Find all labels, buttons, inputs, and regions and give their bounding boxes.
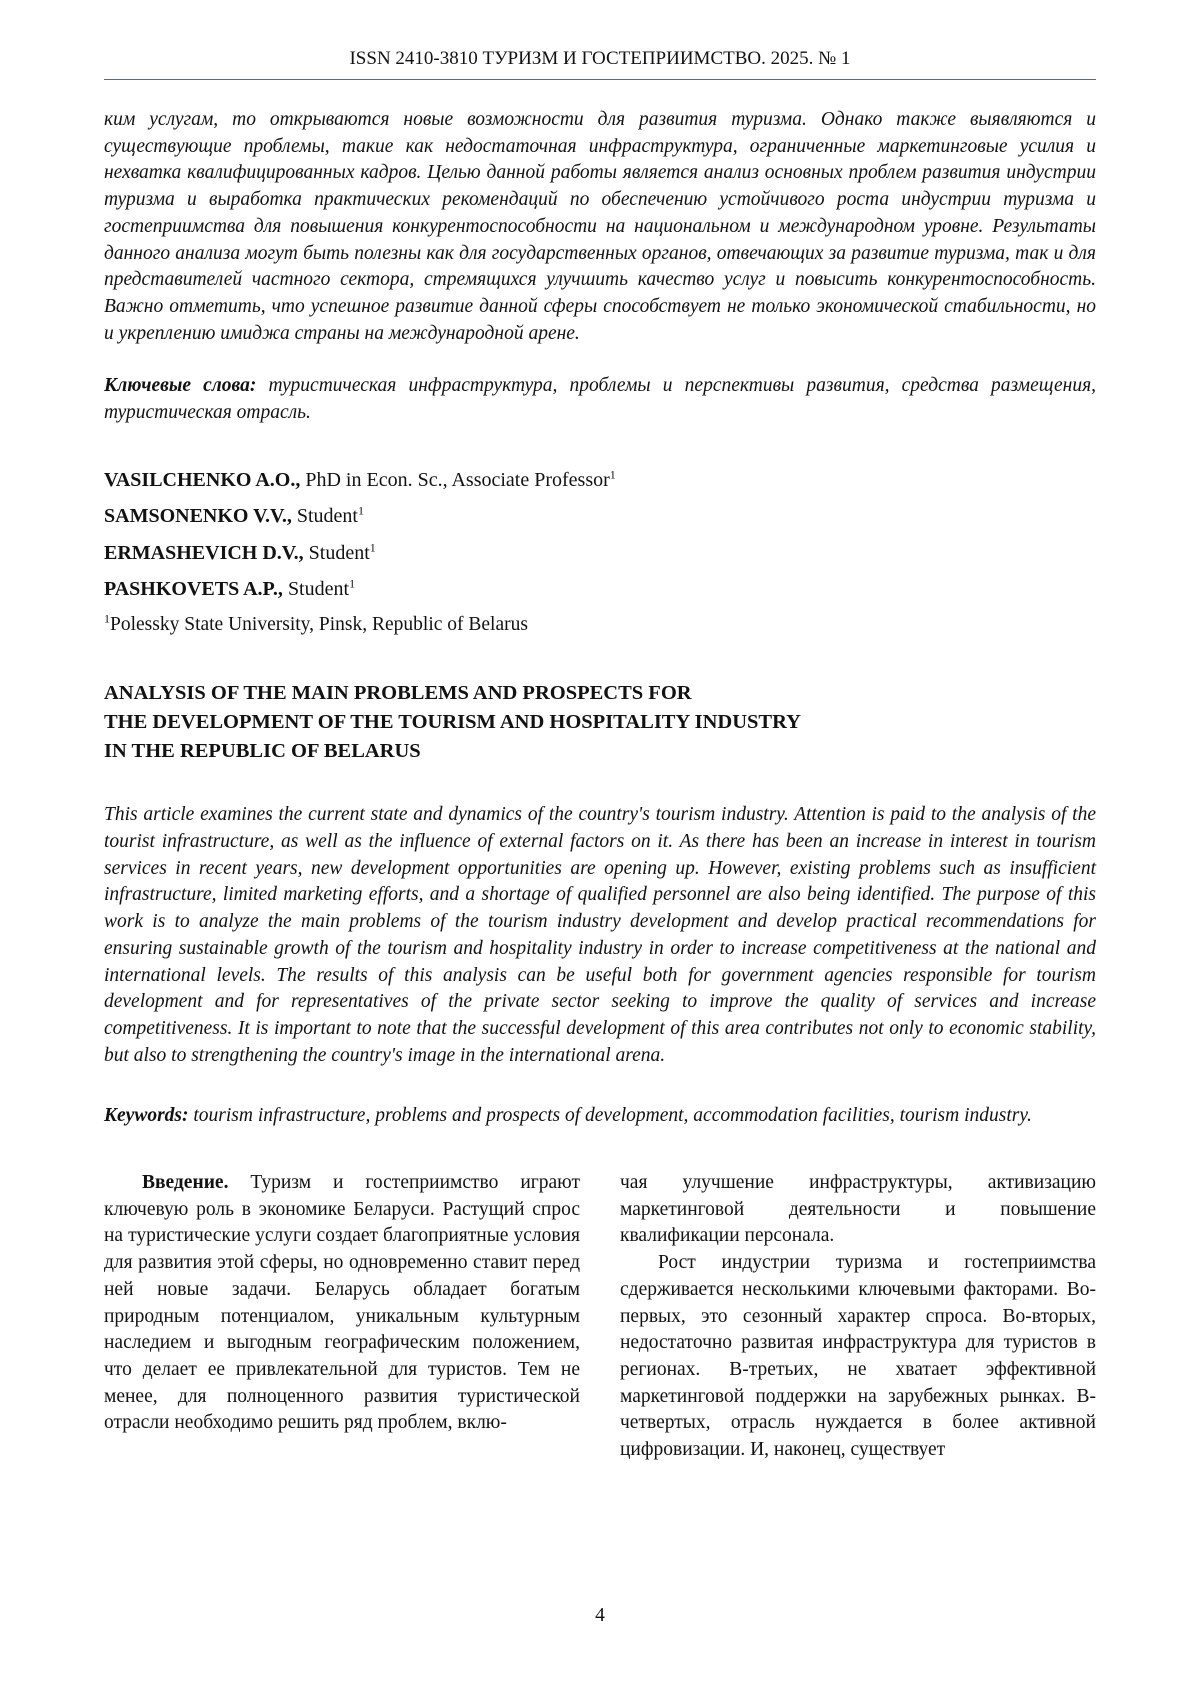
russian-abstract: ким услугам, то открываются новые возможности для развития туризма. Однако также выявляются и существующие проблемы, такие как недостаточная инфраструктура, ограниченные маркетинговые усилия и нехватка квалифицированных кадров. Целью данной работы является анализ основных проблем развития индустрии туризма и выработка практических рекомендаций по обеспечению устойчивого роста индустрии туризма и гостеприимства для повышения конкурентоспособности на национальном и международном уровне. Результаты данного анализа могут быть полезны как для государственных органов, отвечающих за развитие туризма, так и для представителей частного сектора, стремящихся улучшить качество услуг и повысить конкурентоспособность. Важно отметить, что успешное развитие данной сферы способствует не только экономической стабильности, но и укреплению имиджа страны на международной арене. <box>104 109 1096 344</box>
page-number: 4 <box>595 1605 605 1627</box>
article-title-line: ANALYSIS OF THE MAIN PROBLEMS AND PROSPECTS FOR <box>104 682 692 705</box>
author-row <box>104 503 1096 530</box>
author-name: SAMSONENKO V.V., <box>104 505 292 528</box>
author-affiliation-sup: 1 <box>609 467 616 482</box>
russian-keywords-label: Ключевые слова: <box>104 375 257 397</box>
journal-header <box>104 46 1096 80</box>
affiliation <box>104 612 1096 639</box>
article-title <box>104 679 1096 766</box>
author-name: PASHKOVETS A.P., <box>104 577 283 600</box>
author-affiliation-sup: 1 <box>357 503 364 518</box>
russian-keywords-text: туристическая инфраструктура, проблемы и перспективы развития, средства размещения, туристическая отрасль. <box>104 375 1097 424</box>
intro-text: Туризм и гостеприимство играют ключевую роль в экономике Беларуси. Растущий спрос на туристические услуги создает благоприятные условия для развития этой сферы, но одновременно ставит перед ней новые задачи. Беларусь обладает богатым природным потенциалом, уникальным культурным наследием и выгодным географическим положением, что делает ее привлекательной для туристов. Тем не менее, для полноценного развития туристической отрасли необходимо решить ряд проблем, вклю- <box>104 1172 580 1434</box>
body-paragraph: Рост индустрии туризма и гостеприимства сдерживается несколькими ключевыми факторами. Во-первых, это сезонный характер спроса. Во-вторых, недостаточно развитая инфраструктура для туристов в регионах. В-третьих, не хватает эффективной маркетинговой поддержки на зарубежных рынках. В-четвертых, отрасль нуждается в более активной цифровизации. И, наконец, существует <box>620 1252 1096 1461</box>
author-role: PhD in Econ. Sc., Associate Professor <box>305 468 610 491</box>
body-paragraph-continuation: чая улучшение инфраструктуры, активизацию маркетинговой деятельности и повышение квалификации персонала. <box>620 1172 1096 1247</box>
author-role: Student <box>287 577 350 600</box>
author-affiliation-sup: 1 <box>349 576 356 591</box>
english-keywords <box>104 1103 1096 1130</box>
authors-block <box>104 467 1096 639</box>
left-column <box>104 1170 580 1464</box>
author-affiliation-sup: 1 <box>369 539 376 554</box>
affiliation-text: Polessky State University, Pinsk, Republic of Belarus <box>110 614 528 636</box>
article-title-line: IN THE REPUBLIC OF BELARUS <box>104 740 421 763</box>
author-name: ERMASHEVICH D.V., <box>104 541 304 564</box>
author-role: Student <box>308 541 370 564</box>
article-title-line: THE DEVELOPMENT OF THE TOURISM AND HOSPITALITY INDUSTRY <box>104 711 801 734</box>
english-keywords-label: Keywords: <box>104 1105 189 1127</box>
two-column-body <box>104 1170 1096 1464</box>
english-keywords-text: tourism infrastructure, problems and prospects of development, accommodation facilities, tourism industry. <box>193 1105 1032 1127</box>
intro-paragraph <box>104 1170 580 1437</box>
author-row <box>104 576 1096 603</box>
author-row <box>104 540 1096 567</box>
journal-header-text: ISSN 2410-3810 ТУРИЗМ И ГОСТЕПРИИМСТВО. 2025. № 1 <box>349 48 851 69</box>
author-name: VASILCHENKO A.O., <box>104 468 301 491</box>
affiliation-sup: 1 <box>104 611 110 626</box>
intro-label: Введение. <box>142 1172 229 1194</box>
author-role: Student <box>296 505 358 528</box>
author-row <box>104 467 1096 494</box>
russian-keywords <box>104 373 1096 426</box>
english-abstract: This article examines the current state and dynamics of the country's tourism industry. Attention is paid to the analysis of the tourist infrastructure, as well as the influence of external factors on it. As there has been an increase in interest in tourism services in recent years, new development opportunities are opening up. However, existing problems such as insufficient infrastructure, limited marketing efforts, and a shortage of qualified personnel are also being identified. The purpose of this work is to analyze the main problems of the tourism industry development and develop practical recommendations for ensuring sustainable growth of the tourism and hospitality industry in order to increase competitiveness at the national and international levels. The results of this analysis can be useful both for government agencies responsible for tourism development and for representatives of the private sector seeking to improve the quality of services and increase competitiveness. It is important to note that the successful development of this area contributes not only to economic stability, but also to strengthening the country's image in the international arena. <box>104 804 1096 1066</box>
right-column <box>620 1170 1096 1464</box>
